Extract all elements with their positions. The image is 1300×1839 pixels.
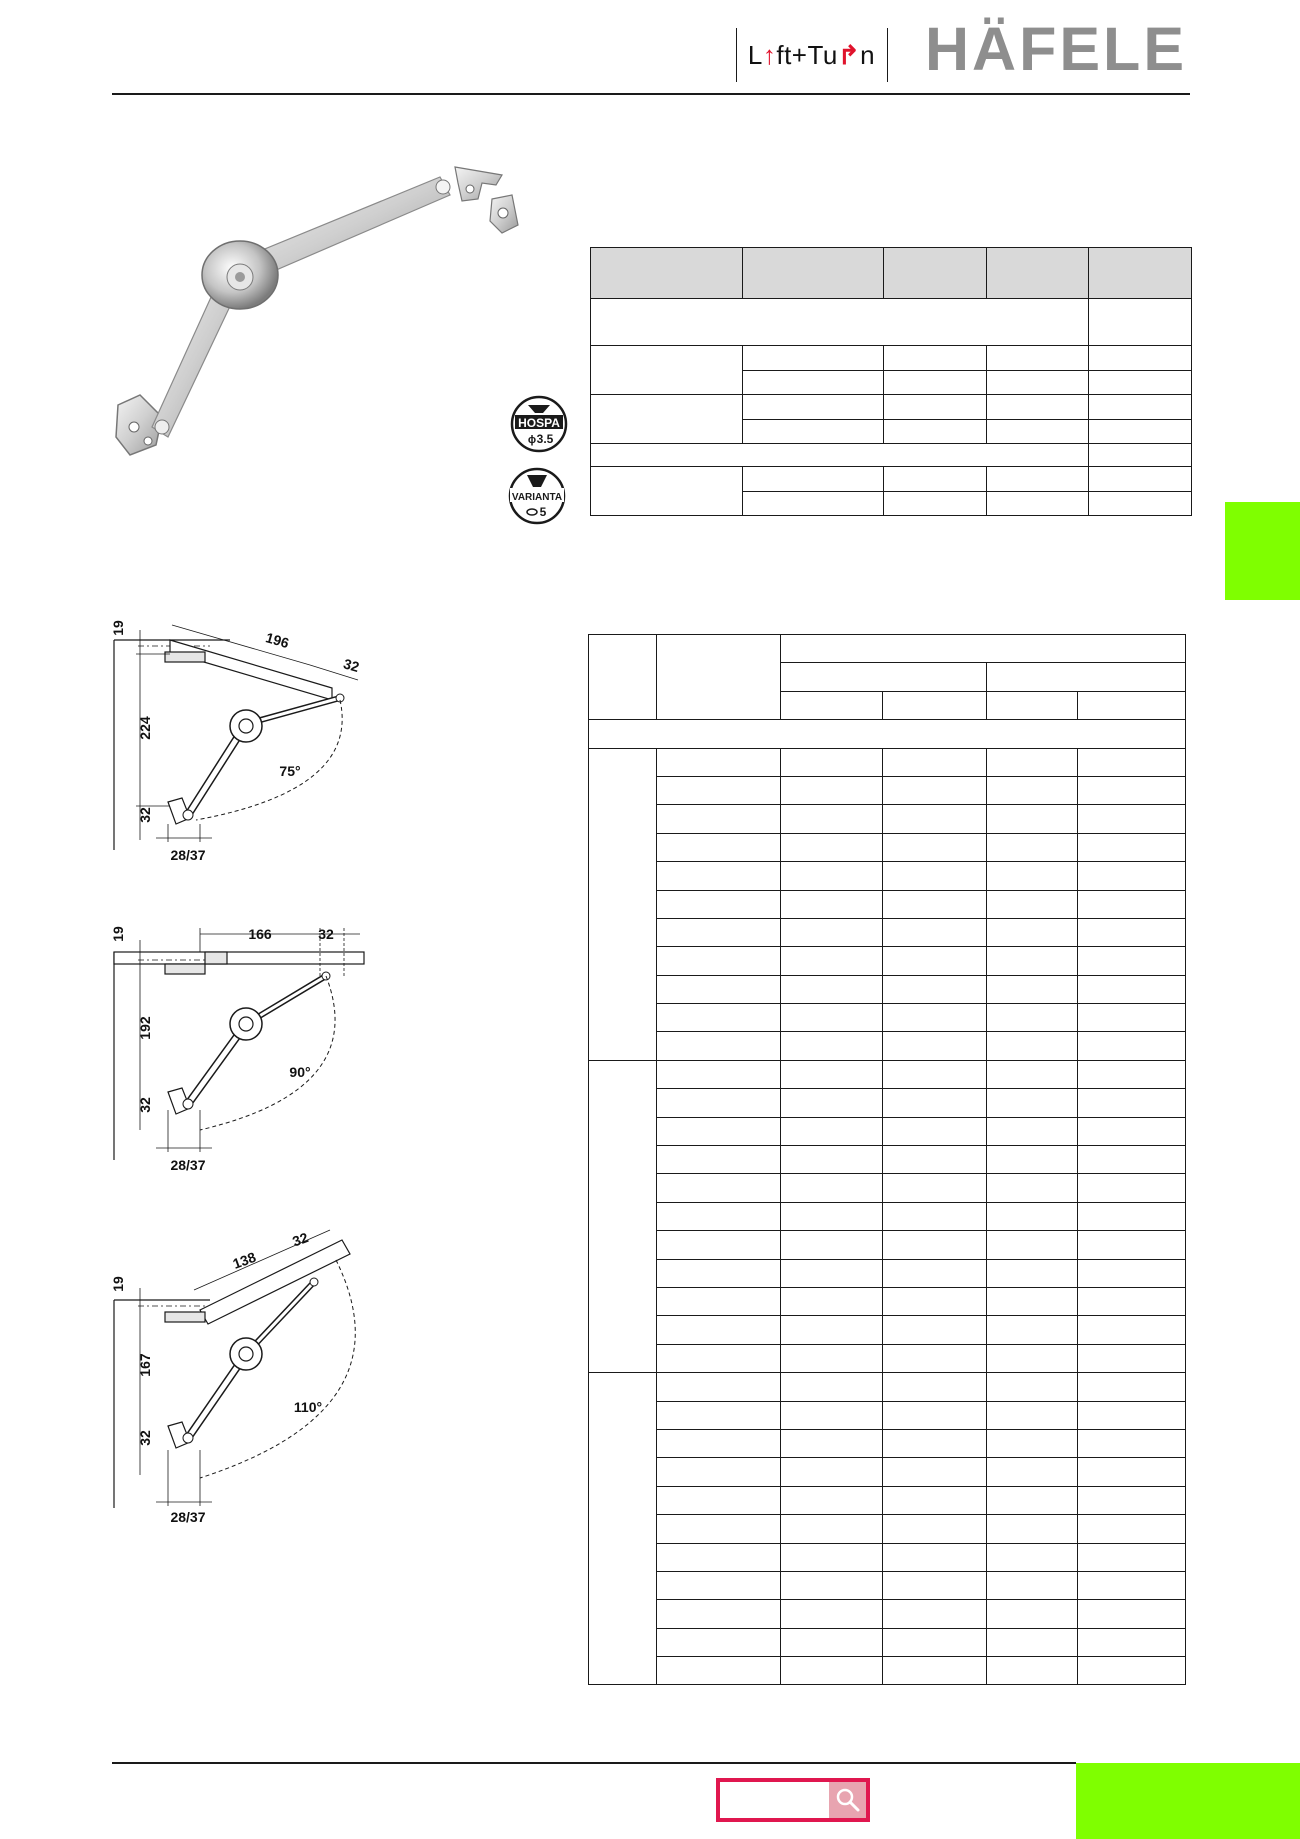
table-row	[589, 1060, 1186, 1088]
table-cell	[591, 346, 743, 395]
table-cell	[883, 947, 987, 975]
table-cell	[1078, 1600, 1186, 1628]
table-cell	[657, 1571, 781, 1599]
table-cell	[883, 1259, 987, 1287]
table-cell	[883, 1458, 987, 1486]
table-cell	[743, 419, 884, 444]
table-cell	[1078, 1174, 1186, 1202]
table-cell	[781, 975, 883, 1003]
header-divider	[112, 93, 1190, 95]
table-cell	[987, 1571, 1078, 1599]
header-cell	[987, 248, 1089, 299]
table-cell	[781, 890, 883, 918]
table-cell	[883, 1117, 987, 1145]
diagram-arm-dimension: 138	[230, 1248, 259, 1272]
table-row	[589, 748, 1186, 776]
table-cell	[987, 833, 1078, 861]
table-cell	[1078, 1373, 1186, 1401]
table-cell	[987, 1429, 1078, 1457]
table-cell	[657, 1316, 781, 1344]
diagram-angle-label: 90°	[289, 1064, 311, 1080]
table-cell	[1078, 1571, 1186, 1599]
diagram-75-degree	[110, 610, 390, 863]
table-cell	[987, 1004, 1078, 1032]
table-cell	[987, 1146, 1078, 1174]
table-cell	[987, 1401, 1078, 1429]
table-cell	[781, 1628, 883, 1656]
table-cell	[657, 1004, 781, 1032]
table-cell	[591, 467, 743, 516]
table-cell	[657, 947, 781, 975]
table-row	[589, 1259, 1186, 1287]
header-cell	[781, 663, 987, 691]
table-cell	[883, 1401, 987, 1429]
table-cell	[781, 1515, 883, 1543]
table-cell	[1089, 395, 1192, 420]
table-cell	[1078, 1429, 1186, 1457]
table-row	[589, 975, 1186, 1003]
table-cell	[657, 1032, 781, 1060]
diagram-end-dimension: 32	[341, 655, 362, 676]
table-row	[591, 299, 1192, 346]
table-cell	[883, 1429, 987, 1457]
table-cell	[883, 748, 987, 776]
diagram-base-dimension: 32	[137, 1097, 153, 1113]
header-cell	[1078, 691, 1186, 719]
diagram-end-dimension: 32	[318, 926, 334, 942]
diagram-offset-dimension: 28/37	[170, 847, 206, 863]
table-cell	[1078, 975, 1186, 1003]
table-cell	[987, 1117, 1078, 1145]
table-cell	[987, 1174, 1078, 1202]
table-cell	[883, 776, 987, 804]
table-cell	[1078, 1515, 1186, 1543]
table-cell	[883, 1628, 987, 1656]
table-cell	[743, 491, 884, 516]
table-cell	[657, 1515, 781, 1543]
table-cell	[1078, 1202, 1186, 1230]
table-row	[589, 1231, 1186, 1259]
table-cell	[1078, 1060, 1186, 1088]
table-cell	[883, 1032, 987, 1060]
table-cell	[987, 419, 1089, 444]
diagram-top-dimension: 19	[110, 620, 126, 636]
table-cell	[1078, 1543, 1186, 1571]
header-cell	[987, 663, 1186, 691]
diagram-base-dimension: 32	[137, 807, 153, 823]
table-cell	[657, 1089, 781, 1117]
table-cell	[987, 1032, 1078, 1060]
table-cell	[657, 1344, 781, 1372]
table-cell	[781, 1486, 883, 1514]
table-cell	[987, 918, 1078, 946]
table-row	[589, 1316, 1186, 1344]
header-cell	[743, 248, 884, 299]
table-cell	[657, 1174, 781, 1202]
diagram-90-degree	[110, 920, 390, 1173]
table-cell	[1078, 1401, 1186, 1429]
table-cell	[657, 1060, 781, 1088]
table-cell	[781, 918, 883, 946]
table-cell	[883, 1174, 987, 1202]
table-cell	[781, 776, 883, 804]
table-cell	[1089, 444, 1192, 467]
table-cell	[883, 805, 987, 833]
table-cell	[1078, 1486, 1186, 1514]
table-cell	[987, 1458, 1078, 1486]
table-row	[589, 1146, 1186, 1174]
table-cell	[781, 1401, 883, 1429]
table-cell	[657, 1628, 781, 1656]
table-cell	[987, 1231, 1078, 1259]
table-row	[589, 1429, 1186, 1457]
table-row	[589, 1004, 1186, 1032]
table-cell	[589, 720, 1186, 748]
table-cell	[883, 918, 987, 946]
diagram-arm-dimension: 196	[263, 629, 291, 652]
table-cell	[781, 1259, 883, 1287]
table-cell	[883, 1543, 987, 1571]
table-cell	[781, 1657, 883, 1685]
table-cell	[657, 805, 781, 833]
table-cell	[1078, 862, 1186, 890]
varianta-badge-size: 5	[539, 505, 547, 519]
table-cell	[883, 1004, 987, 1032]
table-cell	[1078, 805, 1186, 833]
table-cell	[781, 1231, 883, 1259]
table-cell	[1078, 1004, 1186, 1032]
table-header-row	[591, 248, 1192, 299]
table-cell	[781, 1060, 883, 1088]
varianta-screw-badge	[508, 467, 566, 525]
table-cell	[657, 1202, 781, 1230]
table-cell	[883, 1486, 987, 1514]
header-cell	[589, 635, 657, 720]
table-cell	[987, 1486, 1078, 1514]
group-cell	[589, 1373, 657, 1685]
table-row	[591, 395, 1192, 420]
table-cell	[987, 1287, 1078, 1315]
table-cell	[781, 805, 883, 833]
table-cell	[884, 370, 987, 395]
table-cell	[657, 1458, 781, 1486]
table-cell	[987, 975, 1078, 1003]
header-cell	[591, 248, 743, 299]
table-cell	[1078, 1259, 1186, 1287]
table-cell	[657, 1486, 781, 1514]
table-cell	[987, 1657, 1078, 1685]
table-cell	[987, 1515, 1078, 1543]
table-cell	[987, 1373, 1078, 1401]
table-cell	[781, 1032, 883, 1060]
table-cell	[1078, 1231, 1186, 1259]
table-cell	[883, 1287, 987, 1315]
table-cell	[743, 370, 884, 395]
table-cell	[657, 833, 781, 861]
table-row	[589, 890, 1186, 918]
diagram-angle-label: 75°	[279, 763, 301, 779]
table-cell	[987, 862, 1078, 890]
table-cell	[884, 346, 987, 371]
table-cell	[987, 370, 1089, 395]
table-cell	[781, 1089, 883, 1117]
table-cell	[1078, 918, 1186, 946]
table-cell	[883, 890, 987, 918]
product-line-logo: L↑ft+Tu↱n	[747, 40, 876, 70]
table-cell	[883, 1571, 987, 1599]
table-cell	[987, 1600, 1078, 1628]
table-cell	[987, 776, 1078, 804]
section-tab[interactable]	[1225, 502, 1300, 600]
table-cell	[987, 1259, 1078, 1287]
table-cell	[657, 1146, 781, 1174]
header-cell	[657, 635, 781, 720]
group-cell	[589, 748, 657, 1060]
table-cell	[657, 1657, 781, 1685]
diagram-top-dimension: 19	[110, 926, 126, 942]
table-cell	[591, 395, 743, 444]
table-row	[589, 1628, 1186, 1656]
spec-table	[590, 247, 1192, 516]
table-cell	[591, 444, 1089, 467]
table-cell	[1089, 467, 1192, 492]
table-cell	[987, 805, 1078, 833]
table-cell	[781, 1287, 883, 1315]
table-cell	[987, 1060, 1078, 1088]
table-row	[589, 1287, 1186, 1315]
table-cell	[1078, 1657, 1186, 1685]
diagram-angle-label: 110°	[293, 1399, 323, 1415]
table-cell	[987, 890, 1078, 918]
table-cell	[883, 975, 987, 1003]
table-cell	[781, 947, 883, 975]
svg-text:ϕ: ϕ	[527, 434, 537, 446]
table-row	[589, 1032, 1186, 1060]
header-cell	[883, 691, 987, 719]
table-cell	[883, 1600, 987, 1628]
table-cell	[781, 1174, 883, 1202]
table-row	[589, 1373, 1186, 1401]
table-cell	[781, 1429, 883, 1457]
diagram-base-dimension: 32	[137, 1430, 153, 1446]
table-row	[589, 1515, 1186, 1543]
table-cell	[883, 1657, 987, 1685]
table-cell	[781, 1202, 883, 1230]
table-cell	[591, 299, 1089, 346]
table-cell	[987, 947, 1078, 975]
table-cell	[1078, 776, 1186, 804]
table-cell	[883, 1146, 987, 1174]
table-cell	[657, 776, 781, 804]
table-cell	[657, 1543, 781, 1571]
table-cell	[781, 1117, 883, 1145]
header-cell	[1089, 248, 1192, 299]
table-cell	[883, 1515, 987, 1543]
table-cell	[657, 748, 781, 776]
table-row	[591, 444, 1192, 467]
magnifier-icon	[829, 1782, 866, 1818]
table-row	[589, 918, 1186, 946]
group-cell	[589, 1060, 657, 1372]
table-row	[589, 947, 1186, 975]
table-row	[589, 1401, 1186, 1429]
header-cell	[781, 691, 883, 719]
table-row	[589, 1543, 1186, 1571]
table-cell	[781, 833, 883, 861]
table-row	[589, 1117, 1186, 1145]
diagram-top-dimension: 19	[110, 1276, 126, 1292]
table-cell	[883, 1344, 987, 1372]
table-cell	[657, 1429, 781, 1457]
table-cell	[987, 1628, 1078, 1656]
diagram-end-dimension: 32	[290, 1229, 311, 1250]
header-cell	[781, 635, 1186, 663]
table-row	[591, 346, 1192, 371]
footer-divider	[112, 1762, 1076, 1764]
table-cell	[657, 1259, 781, 1287]
table-cell	[1078, 833, 1186, 861]
table-cell	[1089, 491, 1192, 516]
table-cell	[781, 1004, 883, 1032]
table-row	[591, 467, 1192, 492]
corner-tab[interactable]	[1076, 1763, 1300, 1839]
table-row	[589, 1344, 1186, 1372]
varianta-badge-label: VARIANTA	[511, 492, 563, 503]
table-cell	[657, 1373, 781, 1401]
diagram-height-dimension: 224	[137, 716, 153, 740]
table-row	[589, 1486, 1186, 1514]
table-cell	[1078, 1089, 1186, 1117]
table-row	[589, 1657, 1186, 1685]
table-cell	[987, 1316, 1078, 1344]
table-cell	[1078, 1117, 1186, 1145]
table-header-row	[589, 635, 1186, 663]
table-cell	[987, 748, 1078, 776]
table-cell	[1078, 1146, 1186, 1174]
table-cell	[781, 1344, 883, 1372]
table-cell	[1089, 299, 1192, 346]
hospa-badge-size: 3.5	[536, 432, 554, 446]
hospa-screw-badge	[510, 395, 568, 453]
table-cell	[1089, 370, 1192, 395]
table-cell	[987, 1344, 1078, 1372]
table-cell	[781, 862, 883, 890]
table-cell	[987, 346, 1089, 371]
table-cell	[781, 1316, 883, 1344]
dimension-table	[588, 634, 1186, 1685]
table-cell	[883, 862, 987, 890]
table-cell	[1078, 1316, 1186, 1344]
table-cell	[883, 1231, 987, 1259]
table-cell	[1089, 419, 1192, 444]
table-row	[589, 1174, 1186, 1202]
table-cell	[987, 1543, 1078, 1571]
product-photo	[110, 155, 550, 475]
table-cell	[743, 467, 884, 492]
table-cell	[987, 467, 1089, 492]
brand-logo: HÄFELE	[925, 15, 1187, 83]
search-button[interactable]	[829, 1782, 866, 1818]
diagram-offset-dimension: 28/37	[170, 1509, 206, 1525]
diagram-height-dimension: 167	[137, 1353, 153, 1377]
table-cell	[781, 748, 883, 776]
table-cell	[657, 1117, 781, 1145]
table-cell	[781, 1600, 883, 1628]
table-cell	[884, 467, 987, 492]
table-row	[589, 1202, 1186, 1230]
table-cell	[743, 346, 884, 371]
header-cell	[987, 691, 1078, 719]
table-cell	[884, 491, 987, 516]
table-section-row	[589, 720, 1186, 748]
table-cell	[781, 1571, 883, 1599]
table-cell	[743, 395, 884, 420]
table-cell	[987, 395, 1089, 420]
header-cell	[884, 248, 987, 299]
table-cell	[1078, 890, 1186, 918]
table-cell	[883, 1060, 987, 1088]
table-row	[589, 1571, 1186, 1599]
table-cell	[1089, 346, 1192, 371]
table-row	[589, 833, 1186, 861]
table-cell	[883, 1373, 987, 1401]
table-cell	[883, 1202, 987, 1230]
table-cell	[1078, 1628, 1186, 1656]
table-cell	[987, 1089, 1078, 1117]
table-cell	[884, 395, 987, 420]
table-cell	[1078, 1032, 1186, 1060]
table-cell	[657, 918, 781, 946]
table-row	[589, 1089, 1186, 1117]
table-cell	[1078, 1287, 1186, 1315]
table-cell	[781, 1543, 883, 1571]
diagram-110-degree	[110, 1229, 390, 1525]
table-cell	[657, 1600, 781, 1628]
table-cell	[657, 862, 781, 890]
diagram-height-dimension: 192	[137, 1016, 153, 1040]
table-cell	[987, 491, 1089, 516]
diagram-arm-dimension: 166	[248, 926, 272, 942]
table-cell	[883, 833, 987, 861]
table-cell	[884, 419, 987, 444]
table-cell	[781, 1458, 883, 1486]
table-row	[589, 805, 1186, 833]
table-cell	[1078, 1458, 1186, 1486]
diagram-offset-dimension: 28/37	[170, 1157, 206, 1173]
search-input[interactable]	[724, 1783, 832, 1817]
table-cell	[987, 1202, 1078, 1230]
table-cell	[1078, 748, 1186, 776]
table-cell	[1078, 947, 1186, 975]
table-cell	[657, 890, 781, 918]
table-cell	[883, 1316, 987, 1344]
table-cell	[883, 1089, 987, 1117]
table-cell	[657, 1287, 781, 1315]
table-cell	[781, 1373, 883, 1401]
table-row	[589, 862, 1186, 890]
table-row	[589, 1600, 1186, 1628]
table-cell	[657, 1231, 781, 1259]
table-cell	[781, 1146, 883, 1174]
table-row	[589, 776, 1186, 804]
table-cell	[1078, 1344, 1186, 1372]
hospa-badge-label: HOSPA	[518, 416, 560, 430]
table-row	[589, 1458, 1186, 1486]
table-cell	[657, 975, 781, 1003]
table-cell	[657, 1401, 781, 1429]
